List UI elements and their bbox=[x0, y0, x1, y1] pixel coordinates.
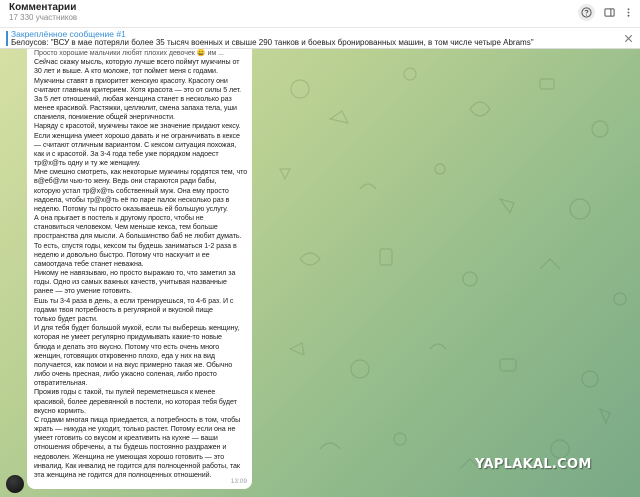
message-line: которая не умеет регулярно придумывать какие-то новые bbox=[34, 333, 222, 342]
message-line: недоволен. Женщина не умеющая хорошо готовить — это bbox=[34, 452, 225, 461]
message-line: неделю и довольно быстро. Потому что наскучит и ее bbox=[34, 250, 210, 259]
columns-button[interactable] bbox=[601, 4, 618, 21]
message-line: ранее — это умение готовить. bbox=[34, 287, 132, 296]
message-line: либо очень пресная, либо ужасно соленая, либо просто bbox=[34, 370, 217, 379]
message-line: Никому не навязываю, но просто выражаю то, что заметил за bbox=[34, 269, 236, 278]
message-line: только будет расти. bbox=[34, 314, 98, 323]
message-line: отношения обречены, а ты будешь постоянно раздражен и bbox=[34, 443, 227, 452]
message-line: За 5 лет отношений, любая женщина станет в несколько раз bbox=[34, 94, 232, 103]
pinned-indicator bbox=[6, 31, 8, 46]
message-time: 13:09 bbox=[230, 478, 247, 485]
message-text bbox=[34, 49, 248, 480]
chat-area[interactable] bbox=[0, 49, 640, 497]
message-line: менее красивой. Растяжки, целлюлит, смена запаха тела, уши bbox=[34, 104, 237, 113]
watermark: YAPLAKAL.COM bbox=[475, 457, 592, 472]
message-line: спаниеля, понижение общей энергичности. bbox=[34, 113, 175, 122]
chat-title[interactable]: Комментарии bbox=[9, 2, 77, 13]
chat-header bbox=[0, 0, 640, 28]
message-line: как и с красотой. За 3-4 года тебе уже порядком надоест bbox=[34, 149, 219, 158]
message-line: А она прыгает в постель к другому просто, чтобы не bbox=[34, 214, 204, 223]
message-line: считают главным критерием. Хотя красота — это от силы 5 лет. bbox=[34, 85, 242, 94]
message-line: тр@х@ть одну и ту же женщину. bbox=[34, 159, 141, 168]
participants-count: 17 330 участников bbox=[9, 13, 78, 22]
pinned-text: Белоусов: "ВСУ в мае потеряли более 35 тысяч военных и свыше 290 танков и боевых бронированных машин, в том числе четыре Abrams" bbox=[11, 38, 534, 47]
question-button[interactable] bbox=[578, 4, 595, 21]
message-line: самоотдача тебе станет неважна. bbox=[34, 259, 144, 268]
message-line: 30 лет и выше. А кто моложе, тот поймет меня с годами. bbox=[34, 67, 218, 76]
more-icon bbox=[623, 7, 634, 18]
message-line: вкусно кормить. bbox=[34, 406, 86, 415]
message-line: Ешь ты 3-4 раза в день, а если тренируешься, то 4-6 раз. И с bbox=[34, 296, 234, 305]
close-icon bbox=[623, 33, 634, 44]
message-line: становиться человеком. Чем меньше кекса, тем больше bbox=[34, 223, 218, 232]
message-line: неделю. Потому ты просто оказываешь ей большую услугу. bbox=[34, 204, 228, 213]
pinned-close-button[interactable] bbox=[623, 31, 634, 49]
question-icon bbox=[581, 7, 592, 18]
message-line: блюда и делать это вкусно. Потому что есть очень много bbox=[34, 342, 220, 351]
message-line: То есть, спустя годы, кексом ты будешь заниматься 1-2 раза в bbox=[34, 241, 237, 250]
message-line: надоела, чтобы тр@х@ть её по паре палок несколько раз в bbox=[34, 195, 230, 204]
columns-icon bbox=[604, 7, 615, 18]
message-line: Мне смешно смотреть, как некоторые мужчины гордятся тем, что bbox=[34, 168, 248, 177]
message-line: умеет готовить со вкусом и креативить на кухне — ваши bbox=[34, 434, 218, 443]
message-line: — считают отличным вариантом. С кексом ситуация похожая, bbox=[34, 140, 237, 149]
message-line: эта женщина не годится для полноценных отношений. bbox=[34, 470, 212, 479]
message-line: жрать — никуда не уходит, только растет. Потому если она не bbox=[34, 425, 236, 434]
message-line: годы. Одно из самых важных качеств, учитывая названные bbox=[34, 278, 227, 287]
message-line: инвалид. Как инвалид не годится для полноценной работы, так bbox=[34, 461, 240, 470]
pinned-message[interactable] bbox=[0, 28, 640, 49]
message-line: С годами многая пища приедается, а потребность в том, чтобы bbox=[34, 415, 241, 424]
pinned-title: Закреплённое сообщение #1 bbox=[11, 29, 126, 39]
message-line: Мужчины ставят в приоритет женскую красоту. Красоту они bbox=[34, 76, 228, 85]
message-bubble[interactable] bbox=[27, 49, 252, 489]
message-line: красивой, более деревянной в постели, но которая тебя будет bbox=[34, 397, 237, 406]
message-line: Наряду с красотой, мужчины такое же значение придают кексу. bbox=[34, 122, 241, 131]
message-line: женщин, готовящих откровенно плохо, еда у них на вид bbox=[34, 351, 216, 360]
message-line: пространства для мысли. А большинство баб не любит думать. bbox=[34, 232, 242, 241]
message-line: получается, как помои и на вкус примерно такая же. Обычно bbox=[34, 360, 233, 369]
message-line: И для тебя будет большой мукой, если ты выберешь женщину, bbox=[34, 324, 240, 333]
message-line: Прожив годы с такой, ты пулей переметнешься к менее bbox=[34, 388, 216, 397]
message-line: Если женщина умеет хорошо давать и не ограничивать в кексе bbox=[34, 131, 240, 140]
message-line: годами твоя потребность в регулярной и вкусной пище bbox=[34, 305, 213, 314]
avatar[interactable] bbox=[6, 475, 24, 493]
message-line: в@еб@ли чью-то жену. Ведь они стараются ради бабы, bbox=[34, 177, 217, 186]
message-line: которую устал тр@х@ть собственный муж. Она ему просто bbox=[34, 186, 229, 195]
message-line: отвратительная. bbox=[34, 379, 88, 388]
message-line: Просто хорошие мальчики любят плохих девочек 😄 им ... bbox=[34, 49, 224, 57]
more-button[interactable] bbox=[620, 4, 637, 21]
message-line: Сейчас скажу мысль, которую лучше всего поймут мужчины от bbox=[34, 58, 240, 67]
